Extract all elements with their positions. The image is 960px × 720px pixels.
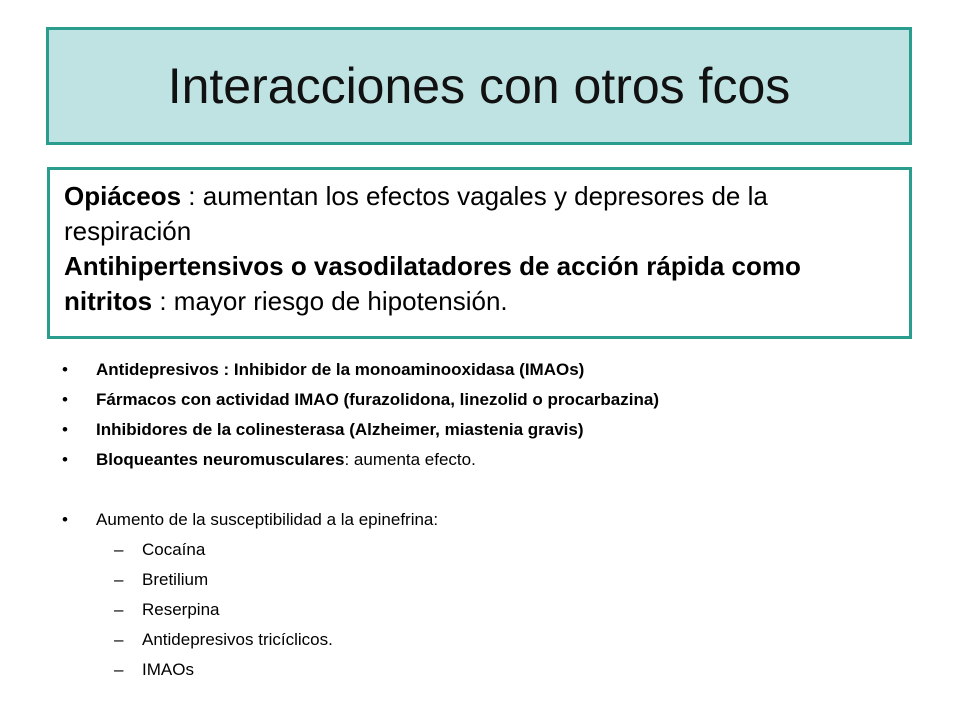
bullet-bold-text: Bloqueantes neuromusculares [96,450,345,469]
bullet-text: : aumenta efecto. [344,450,476,469]
sub-list-item [114,600,922,630]
bullet-marker: • [62,360,68,379]
bullet-marker: • [62,510,68,529]
bullet-list [62,360,922,690]
bullet-bold-text: Inhibidores de la colinesterasa (Alzheimer, miastenia gravis) [96,420,584,439]
sub-item-text: Antidepresivos tricíclicos. [142,630,333,649]
bullet-marker: • [62,450,68,469]
opiaceos-paragraph [64,179,895,249]
title-box [46,27,912,145]
antihipertensivos-text: : mayor riesgo de hipotensión. [152,286,508,316]
sub-item-text: Cocaína [142,540,206,559]
antihipertensivos-term: Antihipertensivos o vasodilatadores de acción rápida como nitritos [64,251,801,316]
list-item [62,510,922,540]
dash-marker: – [114,600,124,619]
highlight-box [47,167,912,339]
list-item [62,360,922,390]
bullet-marker: • [62,420,68,439]
sub-item-text: Bretilium [142,570,209,589]
sub-list-item [114,630,922,660]
epinefrina-heading: Aumento de la susceptibilidad a la epinefrina: [96,510,439,529]
opiaceos-text: : aumentan los efectos vagales y depresores de la respiración [64,181,768,246]
bullet-bold-text: Antidepresivos : Inhibidor de la monoaminooxidasa (IMAOs) [96,360,585,379]
sub-list-item [114,660,922,690]
list-item [62,450,922,480]
sub-item-text: IMAOs [142,660,194,679]
sub-item-text: Reserpina [142,600,220,619]
bullet-marker: • [62,390,68,409]
antihipertensivos-paragraph [64,249,895,319]
dash-marker: – [114,540,124,559]
spacer [62,480,922,510]
dash-marker: – [114,660,124,679]
dash-marker: – [114,570,124,589]
sub-list-item [114,540,922,570]
sub-list-item [114,570,922,600]
list-item [62,390,922,420]
opiaceos-term: Opiáceos [64,181,182,211]
slide-title: Interacciones con otros fcos [167,58,791,114]
bullet-bold-text: Fármacos con actividad IMAO (furazolidona, linezolid o procarbazina) [96,390,659,409]
list-item [62,420,922,450]
dash-marker: – [114,630,124,649]
